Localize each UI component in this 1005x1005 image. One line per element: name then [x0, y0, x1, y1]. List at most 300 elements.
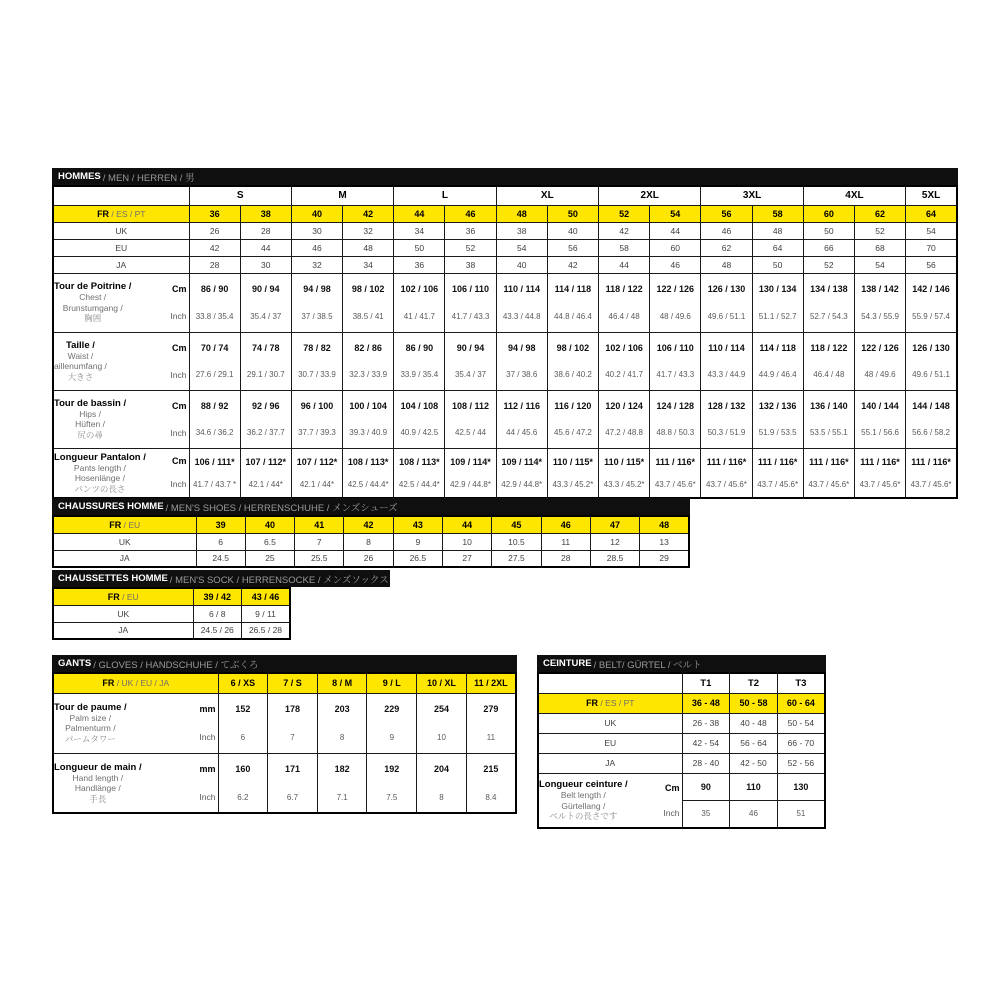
size-cell: 32 — [343, 222, 394, 239]
row-label: JA — [538, 753, 682, 773]
measure-cell — [650, 448, 701, 498]
measure-name-de: Handlänge / — [74, 783, 121, 793]
metric-value: 106 / 111* — [194, 456, 235, 467]
measure-cell — [240, 390, 291, 448]
measure-cell — [496, 332, 547, 390]
measure-name-en: Palm size / — [69, 712, 112, 723]
metric-value: 110 / 114 — [708, 342, 745, 353]
inch-value: 44.9 / 46.4 — [758, 370, 797, 380]
hommes-title-rest: / MEN / HERREN / 男 — [102, 172, 195, 184]
size-cell: 32 — [291, 256, 342, 273]
glove-size-cell: 6 / XS — [218, 673, 268, 693]
size-cell: 24.5 — [196, 550, 245, 567]
fr-size-cell: 60 - 64 — [777, 693, 825, 713]
measure-cell — [189, 390, 240, 448]
measure-cell — [906, 332, 957, 390]
inch-value: 43.3 / 45.2* — [552, 480, 594, 489]
gloves-title-bar — [52, 655, 517, 672]
fr-size-cell: 60 — [803, 205, 854, 222]
unit-bottom-label: Inch — [199, 732, 216, 742]
measure-cell — [701, 448, 752, 498]
measure-cell — [803, 273, 854, 332]
measure-cell — [854, 448, 905, 498]
metric-value: 204 — [433, 764, 449, 774]
inch-value: 43.7 / 45.6* — [757, 480, 799, 489]
size-cell: 9 / 11 — [242, 605, 291, 622]
row-label: EU — [538, 733, 682, 753]
inch-value: 38.5 / 41 — [352, 312, 384, 321]
belt-title-rest: / BELT/ GÜRTEL / ベルト — [593, 659, 702, 671]
size-cell: 28 — [189, 256, 240, 273]
size-cell: 52 - 56 — [777, 753, 825, 773]
fr-size-cell: 41 — [295, 516, 344, 533]
inch-value: 42.9 / 44.8* — [501, 480, 543, 489]
measure-name-de: Brunstumgang / — [62, 302, 123, 313]
inch-value: 35.4 / 37 — [454, 370, 487, 380]
inch-value: 37 / 38.5 — [301, 312, 333, 321]
size-cell: 6 / 8 — [193, 605, 242, 622]
measure-label-cell — [53, 753, 218, 813]
metric-value: 160 — [235, 764, 251, 774]
measure-name-ja: ベルトの長さです — [549, 811, 618, 821]
measure-cell — [496, 273, 547, 332]
metric-value: 152 — [235, 704, 251, 715]
measure-name-ja: パンツの長さ — [74, 483, 126, 494]
socks-title-rest: / MEN'S SOCK / HERRENSOCKE / メンズソックス — [169, 574, 389, 586]
fr-size-cell: 58 — [752, 205, 803, 222]
inch-value: 9 — [389, 732, 395, 742]
metric-value: 122 / 126 — [861, 342, 899, 353]
measure-cell — [906, 273, 957, 332]
glove-size-cell: 8 / M — [317, 673, 367, 693]
measure-cell — [367, 693, 417, 753]
unit-top-label: Cm — [171, 400, 187, 411]
gloves-table — [52, 672, 517, 814]
metric-value: 138 / 142 — [861, 284, 899, 294]
measure-name-fr: Longueur ceinture / — [539, 779, 628, 790]
measure-name-ja: パームタワー — [64, 733, 116, 744]
measure-label-cell — [538, 773, 682, 828]
size-cell: 26.5 — [393, 550, 442, 567]
size-cell: 42 - 54 — [682, 733, 730, 753]
size-cell: 12 — [590, 533, 639, 550]
measure-name-ja: 胸囲 — [84, 313, 102, 324]
inch-value: 43.7 / 45.6* — [654, 480, 696, 489]
metric-value: 128 / 132 — [707, 400, 746, 411]
size-cell: 36 — [445, 222, 496, 239]
measure-row — [53, 332, 957, 390]
measure-cell — [417, 753, 467, 813]
inch-value: 52.7 / 54.3 — [809, 312, 848, 321]
measure-cell — [496, 448, 547, 498]
size-cell: 48 — [343, 239, 394, 256]
unit-bottom-label: Inch — [170, 479, 187, 490]
size-cell: 7 — [295, 533, 344, 550]
fr-label-rest: / EU — [119, 591, 139, 602]
fr-label-rest: / EU — [121, 519, 141, 530]
measure-cell — [466, 693, 516, 753]
inch-value: 7.1 — [336, 792, 348, 802]
size-cell: 46 — [650, 256, 701, 273]
inch-value: 41.7 / 43.7 * — [193, 480, 237, 489]
metric-value: 111 / 116* — [860, 456, 900, 467]
inch-value: 43.7 / 45.6* — [910, 480, 952, 489]
measure-cell — [317, 753, 367, 813]
size-cell: 26 — [189, 222, 240, 239]
fr-size-row — [538, 693, 825, 713]
inch-value: 42.9 / 44.8* — [450, 480, 491, 489]
glove-size-cell: 7 / S — [268, 673, 318, 693]
size-cell: 6.5 — [245, 533, 294, 550]
inch-value: 51 — [777, 800, 825, 828]
metric-value: 178 — [284, 704, 300, 715]
metric-value: 110 / 115* — [552, 456, 593, 467]
measure-names — [539, 775, 628, 826]
metric-value: 122 / 126 — [656, 284, 695, 294]
fr-size-row — [53, 516, 689, 533]
metric-value: 86 / 90 — [405, 342, 434, 353]
metric-value: 98 / 102 — [351, 284, 385, 294]
size-cell: 40 - 48 — [730, 713, 778, 733]
inch-value: 41.7 / 43.3 — [656, 370, 695, 380]
measure-cell — [343, 390, 394, 448]
metric-value: 192 — [384, 764, 400, 774]
belt-table-body — [538, 673, 825, 828]
measure-cell — [268, 753, 318, 813]
fr-size-cell: 36 — [189, 205, 240, 222]
fr-label-rest: / UK / EU / JA — [114, 678, 170, 689]
fr-label-main: FR — [586, 698, 599, 708]
fr-size-cell: 52 — [599, 205, 650, 222]
fr-size-cell: 56 — [701, 205, 752, 222]
fr-size-cell: 47 — [590, 516, 639, 533]
glove-size-cell: 10 / XL — [417, 673, 467, 693]
size-group-label: S — [189, 186, 291, 205]
fr-size-cell: 62 — [854, 205, 905, 222]
metric-value: 118 / 122 — [810, 342, 848, 353]
hommes-table — [52, 185, 958, 499]
measure-cell — [854, 390, 905, 448]
row-label: UK — [538, 713, 682, 733]
unit-top-label: Cm — [171, 342, 187, 353]
inch-value: 43.3 / 44.9 — [707, 370, 746, 380]
metric-value: 116 / 120 — [554, 400, 592, 411]
size-cell: 28 - 40 — [682, 753, 730, 773]
measure-name-fr: Tour de Poitrine / — [54, 281, 132, 293]
gloves-table-body — [53, 673, 516, 813]
metric-value: 111 / 116* — [809, 456, 849, 467]
metric-value: 90 / 94 — [456, 342, 485, 353]
metric-value: 203 — [334, 704, 350, 715]
metric-value: 142 / 146 — [912, 284, 950, 294]
inch-value: 35 — [682, 800, 730, 828]
fr-size-row — [53, 205, 957, 222]
unit-column — [170, 334, 188, 388]
measure-name-fr: Taille / — [66, 339, 95, 351]
fr-size-cell: 39 / 42 — [193, 588, 242, 605]
size-cell: 52 — [445, 239, 496, 256]
shoes-title-rest: / MEN'S SHOES / HERRENSCHUHE / メンズシューズ — [165, 502, 398, 514]
metric-value: 108 / 113* — [347, 456, 389, 467]
socks-title-bar — [52, 570, 390, 587]
measure-row — [53, 448, 957, 498]
metric-value: 107 / 112* — [245, 456, 287, 467]
metric-value: 144 / 148 — [912, 400, 950, 411]
measure-names — [54, 275, 131, 330]
inch-value: 51.9 / 53.5 — [758, 428, 797, 438]
size-group-label: L — [394, 186, 496, 205]
inch-value: 43.7 / 45.6* — [706, 480, 747, 489]
size-cell: 40 — [496, 256, 547, 273]
measure-cell — [752, 448, 803, 498]
measure-name-en: Hand length / — [72, 772, 124, 783]
size-cell: 54 — [906, 222, 957, 239]
measure-name-de: aillenumfang / — [54, 361, 107, 372]
size-cell: 10 — [442, 533, 491, 550]
inch-value: 39.3 / 40.9 — [349, 428, 388, 438]
measure-cell — [445, 448, 496, 498]
measure-cell — [291, 332, 342, 390]
metric-value: 126 / 130 — [707, 284, 746, 294]
metric-value: 110 — [730, 773, 778, 800]
metric-value: 90 — [682, 773, 730, 800]
inch-value: 6.7 — [286, 792, 299, 802]
size-cell: 46 — [701, 222, 752, 239]
size-group-label: 5XL — [906, 186, 957, 205]
metric-value: 111 / 116* — [655, 456, 696, 467]
table-row — [538, 733, 825, 753]
table-row — [53, 256, 957, 273]
measure-name-en: Waist / — [67, 350, 94, 361]
measure-row — [538, 773, 825, 800]
shoes-table — [52, 515, 690, 568]
row-label: UK — [53, 222, 189, 239]
metric-value: 215 — [483, 764, 499, 774]
measure-cell — [701, 390, 752, 448]
measure-cell — [317, 693, 367, 753]
unit-bottom-label: Inch — [170, 311, 187, 322]
size-cell: 56 — [906, 256, 957, 273]
metric-value: 124 / 128 — [656, 400, 695, 411]
measure-label-cell — [53, 273, 189, 332]
measure-label-cell — [53, 693, 218, 753]
measure-cell — [268, 693, 318, 753]
size-cell: 54 — [854, 256, 905, 273]
unit-bottom-label: Inch — [170, 427, 187, 438]
inch-value: 42.5 / 44.4* — [347, 480, 389, 489]
size-cell: 50 — [394, 239, 445, 256]
inch-value: 44 / 45.6 — [506, 428, 538, 438]
size-cell: 44 — [650, 222, 701, 239]
inch-value: 43.3 / 44.8 — [502, 312, 541, 321]
fr-label-main: FR — [97, 208, 110, 219]
measure-cell — [240, 273, 291, 332]
size-cell: 9 — [393, 533, 442, 550]
inch-value: 43.3 / 45.2* — [603, 480, 645, 489]
metric-value: 120 / 124 — [605, 400, 643, 411]
measure-cell — [343, 448, 394, 498]
measure-cell — [189, 273, 240, 332]
fr-size-cell: 50 - 58 — [730, 693, 778, 713]
table-row — [53, 622, 290, 639]
size-cell: 62 — [701, 239, 752, 256]
unit-column — [199, 755, 217, 811]
empty-cell — [53, 186, 189, 205]
metric-value: 104 / 108 — [400, 400, 439, 411]
measure-cell — [701, 332, 752, 390]
metric-value: 107 / 112* — [296, 456, 338, 467]
fr-size-row — [53, 588, 290, 605]
size-cell: 50 — [752, 256, 803, 273]
t-size-label: T3 — [777, 673, 825, 693]
size-cell: 40 — [547, 222, 598, 239]
inch-value: 40.9 / 42.5 — [400, 428, 439, 438]
fr-size-cell: 36 - 48 — [682, 693, 730, 713]
fr-label-main: FR — [102, 678, 115, 689]
socks-table — [52, 587, 291, 640]
belt-title-main: CEINTURE — [543, 658, 592, 669]
size-cell: 26 - 38 — [682, 713, 730, 733]
glove-size-cell: 9 / L — [367, 673, 417, 693]
metric-value: 108 / 113* — [399, 456, 440, 467]
fr-size-cell: 46 — [445, 205, 496, 222]
measure-cell — [445, 273, 496, 332]
inch-value: 8 — [339, 732, 345, 742]
size-cell: 30 — [291, 222, 342, 239]
metric-value: 111 / 116* — [911, 456, 951, 467]
shoes-title-main: CHAUSSURES HOMME — [58, 501, 164, 512]
inch-value: 35.4 / 37 — [250, 312, 282, 321]
measure-names — [54, 450, 146, 496]
size-cell: 44 — [240, 239, 291, 256]
fr-size-cell: 64 — [906, 205, 957, 222]
inch-value: 41 / 41.7 — [403, 312, 435, 321]
size-cell: 60 — [650, 239, 701, 256]
measure-cell — [445, 390, 496, 448]
inch-value: 42.5 / 44 — [454, 428, 487, 438]
inch-value: 34.6 / 36.2 — [195, 428, 234, 438]
size-cell: 30 — [240, 256, 291, 273]
socks-table-body — [53, 588, 290, 639]
inch-value: 8 — [439, 792, 444, 802]
measure-cell — [218, 753, 268, 813]
metric-value: 92 / 96 — [252, 400, 280, 411]
metric-value: 130 / 134 — [758, 284, 797, 294]
shoes-title-bar — [52, 498, 690, 515]
fr-size-cell: 46 — [541, 516, 590, 533]
size-cell: 66 — [803, 239, 854, 256]
row-label: UK — [53, 605, 193, 622]
hommes-title-main: HOMMES — [58, 171, 101, 182]
measure-cell — [854, 332, 905, 390]
unit-top-label: mm — [199, 704, 216, 714]
fr-label-rest: / ES / PT — [598, 698, 635, 708]
size-cell: 27 — [442, 550, 491, 567]
inch-value: 7 — [290, 732, 295, 742]
measure-row — [53, 273, 957, 332]
measure-cell — [803, 332, 854, 390]
table-row — [53, 222, 957, 239]
inch-value: 42.1 / 44* — [248, 480, 283, 489]
inch-value: 53.5 / 55.1 — [809, 428, 848, 438]
fr-size-cell: 42 — [344, 516, 393, 533]
t-size-label: T2 — [730, 673, 778, 693]
measure-name-fr: Tour de bassin / — [54, 397, 127, 409]
unit-column — [170, 275, 188, 330]
size-cell: 28 — [541, 550, 590, 567]
measure-name-en: Chest / — [79, 292, 107, 303]
inch-value: 7.5 — [386, 792, 398, 802]
size-cell: 42 — [599, 222, 650, 239]
measure-cell — [189, 332, 240, 390]
measure-name-ja: 手長 — [89, 793, 107, 804]
fr-label-main: FR — [109, 519, 122, 530]
metric-value: 110 / 115* — [604, 456, 645, 467]
inch-value: 50.3 / 51.9 — [707, 428, 746, 438]
t-size-row — [538, 673, 825, 693]
fr-size-cell: 54 — [650, 205, 701, 222]
measure-cell — [343, 273, 394, 332]
glove-size-cell: 11 / 2XL — [466, 673, 516, 693]
measure-cell — [701, 273, 752, 332]
measure-cell — [417, 693, 467, 753]
inch-value: 8.4 — [485, 792, 497, 802]
measure-cell — [291, 390, 342, 448]
inch-value: 45.6 / 47.2 — [554, 428, 592, 438]
size-cell: 50 - 54 — [777, 713, 825, 733]
unit-top-label: mm — [199, 763, 216, 774]
metric-value: 94 / 98 — [507, 342, 536, 353]
measure-cell — [291, 448, 342, 498]
inch-value: 10 — [437, 732, 446, 742]
row-label: UK — [53, 533, 196, 550]
size-cell: 44 — [599, 256, 650, 273]
measure-cell — [394, 448, 445, 498]
inch-value: 48 / 49.6 — [659, 312, 691, 321]
unit-bottom-label: Inch — [663, 808, 680, 818]
inch-value: 47.2 / 48.8 — [605, 428, 643, 438]
measure-name-en: Belt length / — [560, 790, 606, 800]
size-cell: 48 — [701, 256, 752, 273]
measure-cell — [240, 332, 291, 390]
size-cell: 6 — [196, 533, 245, 550]
fr-size-cell: 43 — [393, 516, 442, 533]
metric-value: 112 / 116 — [503, 400, 540, 411]
measure-name-de: Gürtellang / — [561, 800, 606, 811]
measure-cell — [599, 332, 650, 390]
measure-cell — [466, 753, 516, 813]
fr-size-cell: 39 — [196, 516, 245, 533]
t-size-label: T1 — [682, 673, 730, 693]
metric-value: 70 / 74 — [200, 342, 229, 353]
inch-value: 48.8 / 50.3 — [656, 428, 695, 438]
measure-names — [54, 755, 142, 811]
table-row — [53, 605, 290, 622]
size-cell: 46 — [291, 239, 342, 256]
measure-label-cell — [53, 448, 189, 498]
fr-label-cell — [53, 673, 218, 693]
hommes-title-bar — [52, 168, 958, 185]
size-group-label: M — [291, 186, 393, 205]
measure-label-cell — [53, 390, 189, 448]
inch-value: 42.1 / 44* — [299, 480, 335, 489]
inch-value: 46.4 / 48 — [608, 312, 640, 321]
measure-name-fr: Longueur Pantalon / — [54, 451, 146, 463]
metric-value: 111 / 116* — [757, 456, 798, 467]
size-cell: 52 — [854, 222, 905, 239]
inch-value: 11 — [486, 732, 496, 742]
unit-top-label: Cm — [171, 456, 187, 467]
